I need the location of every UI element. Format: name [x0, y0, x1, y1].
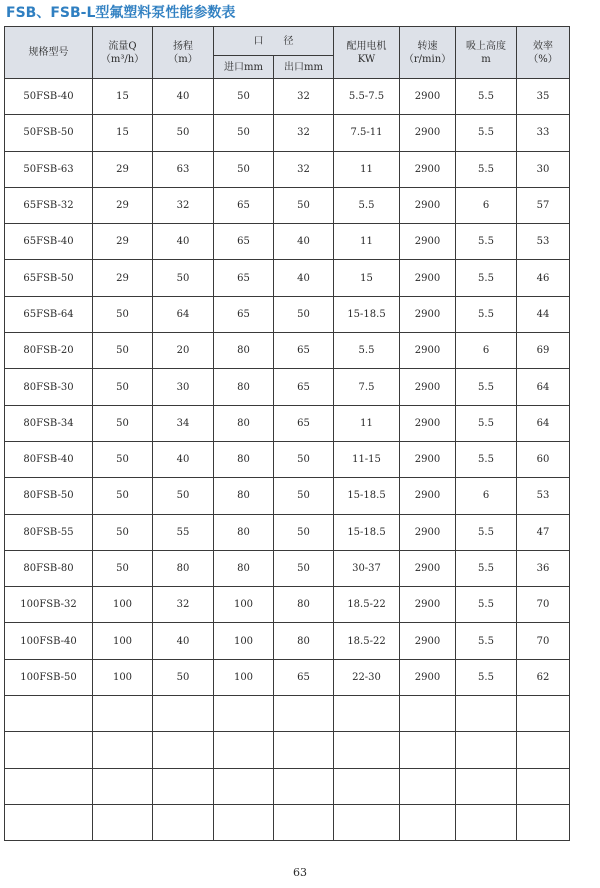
cell-suction: 5.5 [456, 260, 517, 296]
cell-flow: 29 [93, 224, 153, 260]
cell-efficiency: 36 [517, 550, 570, 586]
empty-cell [456, 732, 517, 768]
cell-motor: 15 [334, 260, 400, 296]
cell-flow: 15 [93, 115, 153, 151]
cell-motor: 7.5-11 [334, 115, 400, 151]
cell-head: 32 [153, 587, 214, 623]
empty-table-row [5, 732, 570, 768]
cell-inlet: 65 [214, 296, 274, 332]
cell-flow: 50 [93, 441, 153, 477]
cell-inlet: 100 [214, 623, 274, 659]
pump-spec-table [4, 26, 570, 841]
cell-flow: 15 [93, 79, 153, 115]
cell-head: 20 [153, 333, 214, 369]
cell-model: 80FSB-34 [5, 405, 93, 441]
cell-efficiency: 46 [517, 260, 570, 296]
empty-cell [400, 804, 456, 840]
col-header-bore: 口 径 [214, 27, 334, 56]
cell-flow: 50 [93, 550, 153, 586]
cell-inlet: 80 [214, 550, 274, 586]
cell-motor: 18.5-22 [334, 587, 400, 623]
cell-inlet: 50 [214, 115, 274, 151]
cell-suction: 5.5 [456, 151, 517, 187]
cell-efficiency: 70 [517, 587, 570, 623]
cell-motor: 18.5-22 [334, 623, 400, 659]
cell-flow: 50 [93, 296, 153, 332]
table-body [5, 79, 570, 841]
cell-suction: 5.5 [456, 623, 517, 659]
cell-efficiency: 33 [517, 115, 570, 151]
cell-efficiency: 44 [517, 296, 570, 332]
cell-suction: 5.5 [456, 296, 517, 332]
cell-inlet: 80 [214, 333, 274, 369]
cell-efficiency: 64 [517, 369, 570, 405]
table-row [5, 405, 570, 441]
table-row [5, 587, 570, 623]
cell-model: 100FSB-40 [5, 623, 93, 659]
cell-motor: 5.5-7.5 [334, 79, 400, 115]
cell-flow: 100 [93, 623, 153, 659]
cell-model: 100FSB-50 [5, 659, 93, 695]
empty-cell [334, 768, 400, 804]
empty-cell [93, 804, 153, 840]
cell-efficiency: 35 [517, 79, 570, 115]
cell-model: 65FSB-50 [5, 260, 93, 296]
col-header-outlet: 出口mm [274, 56, 334, 79]
cell-speed: 2900 [400, 296, 456, 332]
col-header-efficiency: 效率 （%） [517, 27, 570, 79]
cell-inlet: 80 [214, 441, 274, 477]
cell-outlet: 80 [274, 623, 334, 659]
table-row [5, 296, 570, 332]
cell-outlet: 32 [274, 115, 334, 151]
cell-speed: 2900 [400, 333, 456, 369]
cell-outlet: 40 [274, 224, 334, 260]
cell-outlet: 65 [274, 333, 334, 369]
cell-model: 80FSB-50 [5, 478, 93, 514]
empty-cell [93, 732, 153, 768]
document-title: FSB、FSB-L型氟塑料泵性能参数表 [6, 5, 236, 21]
cell-motor: 15-18.5 [334, 514, 400, 550]
cell-flow: 29 [93, 260, 153, 296]
empty-cell [153, 732, 214, 768]
cell-motor: 22-30 [334, 659, 400, 695]
empty-cell [274, 696, 334, 732]
cell-head: 50 [153, 115, 214, 151]
cell-speed: 2900 [400, 151, 456, 187]
cell-efficiency: 47 [517, 514, 570, 550]
empty-cell [153, 804, 214, 840]
empty-cell [153, 768, 214, 804]
cell-inlet: 100 [214, 587, 274, 623]
empty-cell [334, 696, 400, 732]
empty-cell [334, 804, 400, 840]
table-row [5, 478, 570, 514]
cell-head: 40 [153, 623, 214, 659]
empty-cell [274, 804, 334, 840]
cell-inlet: 80 [214, 369, 274, 405]
col-header-inlet: 进口mm [214, 56, 274, 79]
cell-speed: 2900 [400, 115, 456, 151]
cell-inlet: 80 [214, 514, 274, 550]
cell-speed: 2900 [400, 550, 456, 586]
empty-cell [400, 696, 456, 732]
col-header-model: 规格型号 [5, 27, 93, 79]
cell-suction: 5.5 [456, 441, 517, 477]
cell-efficiency: 57 [517, 187, 570, 223]
cell-model: 65FSB-40 [5, 224, 93, 260]
cell-inlet: 100 [214, 659, 274, 695]
empty-cell [517, 696, 570, 732]
cell-speed: 2900 [400, 659, 456, 695]
empty-cell [93, 768, 153, 804]
cell-speed: 2900 [400, 587, 456, 623]
empty-cell [517, 804, 570, 840]
cell-suction: 6 [456, 187, 517, 223]
table-row [5, 187, 570, 223]
cell-speed: 2900 [400, 623, 456, 659]
cell-outlet: 50 [274, 550, 334, 586]
empty-cell [456, 696, 517, 732]
cell-outlet: 50 [274, 296, 334, 332]
cell-inlet: 80 [214, 478, 274, 514]
cell-motor: 11 [334, 151, 400, 187]
cell-motor: 5.5 [334, 187, 400, 223]
empty-cell [274, 732, 334, 768]
cell-efficiency: 69 [517, 333, 570, 369]
cell-head: 50 [153, 659, 214, 695]
cell-model: 50FSB-63 [5, 151, 93, 187]
cell-flow: 50 [93, 405, 153, 441]
empty-cell [400, 732, 456, 768]
cell-flow: 50 [93, 369, 153, 405]
col-header-speed: 转速 （r/min） [400, 27, 456, 79]
cell-suction: 5.5 [456, 369, 517, 405]
cell-motor: 11-15 [334, 441, 400, 477]
cell-suction: 5.5 [456, 405, 517, 441]
cell-motor: 5.5 [334, 333, 400, 369]
col-header-suction: 吸上高度 m [456, 27, 517, 79]
cell-outlet: 65 [274, 659, 334, 695]
empty-cell [274, 768, 334, 804]
cell-motor: 11 [334, 224, 400, 260]
cell-flow: 100 [93, 587, 153, 623]
cell-head: 50 [153, 478, 214, 514]
cell-suction: 5.5 [456, 550, 517, 586]
cell-motor: 7.5 [334, 369, 400, 405]
cell-flow: 50 [93, 478, 153, 514]
empty-cell [153, 696, 214, 732]
cell-suction: 5.5 [456, 514, 517, 550]
cell-model: 100FSB-32 [5, 587, 93, 623]
cell-flow: 50 [93, 333, 153, 369]
cell-model: 80FSB-40 [5, 441, 93, 477]
cell-outlet: 40 [274, 260, 334, 296]
table-row [5, 115, 570, 151]
cell-speed: 2900 [400, 187, 456, 223]
table-row [5, 151, 570, 187]
cell-head: 32 [153, 187, 214, 223]
cell-speed: 2900 [400, 224, 456, 260]
cell-efficiency: 62 [517, 659, 570, 695]
cell-head: 40 [153, 441, 214, 477]
cell-efficiency: 53 [517, 478, 570, 514]
empty-table-row [5, 768, 570, 804]
empty-cell [214, 768, 274, 804]
cell-model: 65FSB-64 [5, 296, 93, 332]
table-row [5, 623, 570, 659]
cell-inlet: 65 [214, 224, 274, 260]
cell-suction: 6 [456, 478, 517, 514]
table-row [5, 333, 570, 369]
cell-model: 80FSB-20 [5, 333, 93, 369]
table-row [5, 659, 570, 695]
cell-head: 34 [153, 405, 214, 441]
cell-speed: 2900 [400, 79, 456, 115]
cell-motor: 15-18.5 [334, 478, 400, 514]
cell-outlet: 32 [274, 151, 334, 187]
table-row [5, 79, 570, 115]
cell-suction: 5.5 [456, 224, 517, 260]
cell-motor: 15-18.5 [334, 296, 400, 332]
cell-head: 55 [153, 514, 214, 550]
cell-head: 63 [153, 151, 214, 187]
cell-outlet: 50 [274, 478, 334, 514]
empty-cell [5, 768, 93, 804]
cell-suction: 5.5 [456, 587, 517, 623]
cell-head: 40 [153, 224, 214, 260]
cell-inlet: 65 [214, 260, 274, 296]
cell-efficiency: 70 [517, 623, 570, 659]
cell-head: 64 [153, 296, 214, 332]
cell-suction: 5.5 [456, 115, 517, 151]
empty-cell [517, 768, 570, 804]
empty-cell [214, 804, 274, 840]
table-row [5, 224, 570, 260]
empty-cell [214, 696, 274, 732]
empty-cell [517, 732, 570, 768]
cell-outlet: 32 [274, 79, 334, 115]
table-row [5, 369, 570, 405]
cell-speed: 2900 [400, 441, 456, 477]
cell-motor: 30-37 [334, 550, 400, 586]
empty-cell [93, 696, 153, 732]
cell-model: 65FSB-32 [5, 187, 93, 223]
col-header-motor: 配用电机 KW [334, 27, 400, 79]
cell-inlet: 65 [214, 187, 274, 223]
empty-cell [456, 804, 517, 840]
table-header [5, 27, 570, 79]
empty-cell [400, 768, 456, 804]
col-header-head: 扬程 （m） [153, 27, 214, 79]
cell-efficiency: 53 [517, 224, 570, 260]
cell-model: 80FSB-55 [5, 514, 93, 550]
cell-flow: 29 [93, 187, 153, 223]
empty-cell [456, 768, 517, 804]
empty-cell [5, 696, 93, 732]
table-row [5, 514, 570, 550]
table-row [5, 441, 570, 477]
cell-efficiency: 64 [517, 405, 570, 441]
cell-motor: 11 [334, 405, 400, 441]
cell-head: 40 [153, 79, 214, 115]
cell-speed: 2900 [400, 369, 456, 405]
table-row [5, 260, 570, 296]
cell-suction: 5.5 [456, 659, 517, 695]
empty-table-row [5, 804, 570, 840]
cell-model: 50FSB-40 [5, 79, 93, 115]
cell-efficiency: 30 [517, 151, 570, 187]
empty-cell [5, 732, 93, 768]
cell-flow: 50 [93, 514, 153, 550]
cell-head: 80 [153, 550, 214, 586]
empty-cell [214, 732, 274, 768]
empty-cell [5, 804, 93, 840]
cell-suction: 5.5 [456, 79, 517, 115]
empty-table-row [5, 696, 570, 732]
cell-flow: 100 [93, 659, 153, 695]
cell-efficiency: 60 [517, 441, 570, 477]
cell-inlet: 80 [214, 405, 274, 441]
cell-flow: 29 [93, 151, 153, 187]
cell-model: 80FSB-80 [5, 550, 93, 586]
col-header-flow: 流量Q （m³/h） [93, 27, 153, 79]
cell-head: 50 [153, 260, 214, 296]
cell-outlet: 65 [274, 369, 334, 405]
cell-outlet: 80 [274, 587, 334, 623]
cell-outlet: 65 [274, 405, 334, 441]
cell-speed: 2900 [400, 478, 456, 514]
page-number: 63 [293, 866, 307, 879]
cell-model: 80FSB-30 [5, 369, 93, 405]
cell-inlet: 50 [214, 79, 274, 115]
cell-suction: 6 [456, 333, 517, 369]
cell-inlet: 50 [214, 151, 274, 187]
table-row [5, 550, 570, 586]
cell-model: 50FSB-50 [5, 115, 93, 151]
cell-outlet: 50 [274, 187, 334, 223]
cell-head: 30 [153, 369, 214, 405]
cell-outlet: 50 [274, 441, 334, 477]
cell-outlet: 50 [274, 514, 334, 550]
cell-speed: 2900 [400, 260, 456, 296]
cell-speed: 2900 [400, 405, 456, 441]
empty-cell [334, 732, 400, 768]
cell-speed: 2900 [400, 514, 456, 550]
